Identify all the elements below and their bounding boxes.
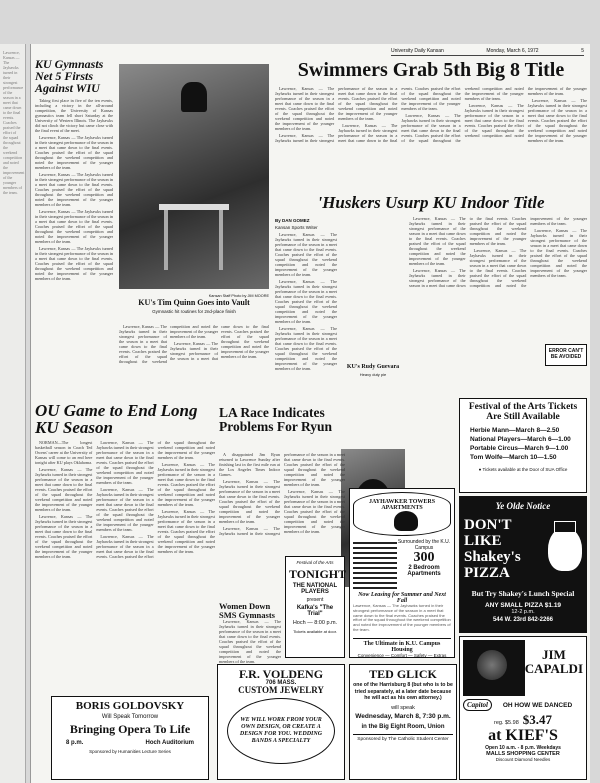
errors-ad-text: ERROR CAN'T BE AVOIDED [548,348,584,360]
voldeng-address: 706 MASS. [265,680,297,687]
jayhawker-bedrooms: 2 Bedroom Apartments [407,565,441,578]
jayhawker-footer: Convenience — Comfort — Safety — Extras [357,653,447,658]
swimmers-body: Lawrence, Kansas — The Jayhawks turned in their strongest performance of the season in a meet that came down to the final events. Coaches praised the effort of the squad throughout the weekend competition and noted the improvement of the younger members of the team. Lawrence, Kansas — The Jayhawks turned in their strongest performance of the season in a meet that came down to the final events. Coaches praised the effort of the squad throughout the weekend competition and noted the improvement of the younger members of the team. Lawrence, Kansas — The Jayhawks turned in their strongest performance of the season in a meet that came down to the final events. Coaches praised the effort of the squad throughout the weekend competition and noted the improvement of the younger members of the team. Lawrence, Kansas — The Jayhawks turned in their strongest performance of the season in a meet that came down to the final events. Coaches praised the effort of the squad throughout the weekend competition and noted the improvement of the younger members of the team. Lawrence, Kansas — The Jayhawks turned in their strongest performance of the season in a meet that came down to the final events. Coaches praised the effort of the squad throughout the weekend competition and noted the improvement of the younger members of the team. Lawrence, Kansas — The Jayhawks turned in their strongest performance of the season in a meet that came down to the final events. Coaches praised the effort of the squad throughout the weekend competition and noted the improvement of the younger members of the team. [275,86,587,143]
voldeng-ad [217,664,345,780]
previous-page-edge [0,44,26,783]
national-players-ad [285,556,345,658]
shakeys-try: But Try Shakey's Lunch Special [471,589,575,598]
festival-caption: Festival of the Arts [296,560,334,565]
page-number: 5 [581,48,584,54]
goldovsky-sub: Will Speak Tomorrow [101,714,159,721]
goldovsky-main: Bringing Opera To Life [69,722,191,737]
voldeng-sub: CUSTOM JEWELRY [238,685,324,696]
glick-date: Wednesday, March 8, 7:30 p.m. [355,712,451,720]
kafka-title: Kafka's "The Trial" [296,605,334,618]
women-article: Women Down SMS Gymnasts Lawrence, Kansas — The Jayhawks turned in their strongest performance of the season in a meet that came down to the final events. Coaches praised the effort of the squad throughout the weekend competition and noted the improvement of the younger members of the team. [219,601,281,665]
newspaper-page [30,44,590,783]
previous-page-text: Lawrence, Kansas — The Jayhawks turned in their strongest performance of the season in a meet that came down to the final events. Coaches praised the effort of the squad throughout the weekend competition and noted the improvement of the younger members of the team. [3,50,25,195]
huskers-body: Lawrence, Kansas — The Jayhawks turned in their strongest performance of the season in a meet that came down to the final events. Coaches praised the effort of the squad throughout the weekend competition and noted the improvement of the younger members of the team. Lawrence, Kansas — The Jayhawks turned in their strongest performance of the season in a meet that came down to the final events. Coaches praised the effort of the squad throughout the weekend competition and noted the improvement of the younger members of the team. Lawrence, Kansas — The Jayhawks turned in their strongest performance of the season in a meet that came down to the final events. Coaches praised the effort of the squad throughout the weekend competition and noted the improvement of the younger members of the team. Lawrence, Kansas — The Jayhawks turned in their strongest performance of the season in a meet that came down to the final events. Coaches praised the effort of the squad throughout the weekend competition and noted the improvement of the younger members of the team. [409,216,587,288]
huskers-byline: By DAN GOMEZ [275,218,310,223]
goldovsky-sponsor: Sponsored by Humanities Lecture Series [89,749,171,755]
glick-speak: will speak [391,704,415,711]
huskers-column: By DAN GOMEZ Kansan Sports Writer Lawrence, Kansas — The Jayhawks turned in their strongest performance of the season in a meet that came down to the final events. Coaches praised the effort of the squad throughout the weekend competition and noted the improvement of the younger members of the team. Lawrence, Kansas — The Jayhawks turned in their strongest performance of the season in a meet that came down to the final events. Coaches praised the effort of the squad throughout the weekend competition and noted the improvement of the younger members of the team. Lawrence, Kansas — The Jayhawks turned in their strongest performance of the season in a meet that came down to the final events. Coaches praised the effort of the squad throughout the weekend competition and noted the improvement of the younger members of the team. [275,218,337,371]
festival-item: Herbie Mann—March 8—2.50 [470,427,560,435]
capaldi-album: OH HOW WE DANCED [502,701,573,709]
shakeys-address: 544 W. 23rd 842-2266 [492,617,554,623]
jayhawker-logo [353,492,451,536]
festival-list [464,426,582,462]
ou-game-article [35,402,215,437]
huskers-byline-title: Kansan Sports Writer [275,225,318,230]
festival-tickets-title: Festival of the Arts Tickets Are Still Available [468,402,578,422]
ted-glick-ad [349,664,457,780]
jayhawker-count: 300 [413,550,435,565]
photo-title: KU's Tim Quinn Goes into Vault [138,298,250,307]
gymnasts-article [35,58,113,398]
shakeys-notice: Ye Olde Notice [495,501,551,511]
jayhawker-towers-ad [349,488,455,658]
festival-tickets-ad [459,398,587,493]
tonight-label: TONIGHT [289,567,347,581]
kiefs-center: MALLS SHOPPING CENTER [486,750,560,757]
festival-item: Portable Circus—March 9—1.00 [470,445,569,453]
gymnasts-body: Taking first place in five of the ten events, including a victory in the all-around competition, the University of Kansas gymnastics team fell short Saturday at the University of Western Illinois. The Jayhawks did not clinch the victory but came close with the final event of the meet. Lawrence, Kansas — The Jayhawks turned in their strongest performance of the season in a meet that came down to the final events. Coaches praised the effort of the squad throughout the weekend competition and noted the improvement of the younger members of the team. Lawrence, Kansas — The Jayhawks turned in their strongest performance of the season in a meet that came down to the final events. Coaches praised the effort of the squad throughout the weekend competition and noted the improvement of the younger members of the team. Lawrence, Kansas — The Jayhawks turned in their strongest performance of the season in a meet that came down to the final events. Coaches praised the effort of the squad throughout the weekend competition and noted the improvement of the younger members of the team. Lawrence, Kansas — The Jayhawks turned in their strongest performance of the season in a meet that came down to the final events. Coaches praised the effort of the squad throughout the weekend competition and noted the improvement of the younger members of the team. [35,97,113,281]
jayhawker-lease: Now Leasing for Summer and Next Fall [358,592,446,604]
paper-name: University Daily Kansan [391,48,444,54]
voldeng-body: WE WILL WORK FROM YOUR OWN DESIGN, OR CREATE A DESIGN FOR YOU. WEDDING BANDS A SPECIALTY [239,717,323,745]
shakeys-time: 12-2 p.m. [511,609,535,615]
tickets-note: Tickets available at door. [293,629,337,635]
ou-game-body: NORMAN—The longest basketball season in Coach Ted Owens' career at the University of Kansas will come to an end here tonight after KU plays Oklahoma. Lawrence, Kansas — The Jayhawks turned in their strongest performance of the season in a meet that came down to the final events. Coaches praised the effort of the squad throughout the weekend competition and noted the improvement of the younger members of the team. Lawrence, Kansas — The Jayhawks turned in their strongest performance of the season in a meet that came down to the final events. Coaches praised the effort of the squad throughout the weekend competition and noted the improvement of the younger members of the team. Lawrence, Kansas — The Jayhawks turned in their strongest performance of the season in a meet that came down to the final events. Coaches praised the effort of the squad throughout the weekend competition and noted the improvement of the younger members of the team. Lawrence, Kansas — The Jayhawks turned in their strongest performance of the season in a meet that came down to the final events. Coaches praised the effort of the squad throughout the weekend competition and noted the improvement of the younger members of the team. Lawrence, Kansas — The Jayhawks turned in their strongest performance of the season in a meet that came down to the final events. Coaches praised the effort of the squad throughout the weekend competition and noted the improvement of the younger members of the team. Lawrence, Kansas — The Jayhawks turned in their strongest performance of the season in a meet that came down to the final events. Coaches praised the effort of the squad throughout the weekend competition and noted the improvement of the younger members of the team. Lawrence, Kansas — The Jayhawks turned in their strongest performance of the season in a meet that came down to the final events. Coaches praised the effort of the squad throughout the weekend competition and noted the improvement of the younger members of the team. [35,440,215,559]
huskers-article [275,194,587,211]
towers-building-icon [353,539,397,589]
ou-game-headline: OU Game to End Long KU Season [35,401,198,438]
guevara-caption-sub: Heavy duty pie [359,372,387,377]
festival-item: National Players—March 6—1.00 [470,436,571,444]
running-header [391,48,584,56]
bullet-icon: ● [478,467,482,473]
photo-subtitle: Gymnastic hit routines for 2nd-place finish [152,309,236,314]
gymnasts-headline: KU Gymnasts Net 5 Firsts Against WIU [35,57,104,96]
kiefs-footer: Discount Diamond Needles [495,756,551,762]
shakeys-headline: DON'T LIKE Shakey's PIZZA [464,517,521,581]
glick-body: one of the Harrisburg 8 (but who is to be tried separately, at a later date because he will act as his own attorney.) [353,682,453,702]
jayhawker-title: JAYHAWKER TOWERS APARTMENTS [368,499,436,511]
guevara-caption [341,364,405,377]
voldeng-name: F.R. VOLDENG [238,667,324,681]
kiefs-hours: Open 10 a.m. - 8 p.m. Weekdays [485,744,561,751]
jayhawk-bird-icon [394,511,418,531]
goldovsky-time: 8 p.m. [66,740,84,747]
guevara-caption-title: KU's Rudy Guevara [346,364,400,370]
women-headline: Women Down SMS Gymnasts [219,601,275,620]
shakeys-mascot-icon [548,527,582,571]
kiefs-name: at KIEF'S [488,727,558,745]
goldovsky-name: BORIS GOLDOVSKY [75,700,185,712]
gymnast-vault-photo [119,64,269,289]
la-race-headline: LA Race Indicates Problems For Ryun [219,405,333,434]
shakeys-deal: ANY SMALL PIZZA $1.19 [484,602,562,609]
capitol-logo: Capitol [463,699,492,711]
hoch-time: Hoch — 8:00 p.m. [292,620,338,627]
festival-item: Tom Wolfe—March 10—1.50 [470,454,557,462]
la-race-article [219,406,345,434]
la-race-body: A disappointed Jim Ryun returned to Lawrence Sunday after finishing last in the first mile run at the Los Angeles Times Indoor Games. Lawrence, Kansas — The Jayhawks turned in their strongest performance of the season in a meet that came down to the final events. Coaches praised the effort of the squad throughout the weekend competition and noted the improvement of the younger members of the team. Lawrence, Kansas — The Jayhawks turned in their strongest performance of the season in a meet that came down to the final events. Coaches praised the effort of the squad throughout the weekend competition and noted the improvement of the younger members of the team. Lawrence, Kansas — The Jayhawks turned in their strongest performance of the season in a meet that came down to the final events. Coaches praised the effort of the squad throughout the weekend competition and noted the improvement of the younger members of the team. [219,452,345,536]
jayhawker-surrounded: Surrounded by the K.U. Campus [397,539,451,551]
issue-date: Monday, March 6, 1972 [486,48,539,54]
photo-credit: Kansan Staff Photo by JIM MOORE [208,294,269,298]
swimmers-article [275,60,587,80]
goldovsky-place: Hoch Auditorium [145,740,194,747]
national-players: THE NATIONAL PLAYERS [292,583,338,596]
capaldi-name: JIM CAPALDI [524,647,584,676]
photo-caption [119,292,269,322]
gymnasts-results: Lawrence, Kansas — The Jayhawks turned in their strongest performance of the season in a meet that came down to the final events. Coaches praised the effort of the squad throughout the weekend competition and noted the improvement of the younger members of the team. Lawrence, Kansas — The Jayhawks turned in their strongest performance of the season in a meet that came down to the final events. Coaches praised the effort of the squad throughout the weekend competition and noted the improvement of the younger members of the team. [119,324,269,364]
capaldi-regular-price: reg. $5.98 [493,720,519,726]
present-label: present [306,597,324,604]
album-cover [463,640,525,696]
glick-place: in the Big Eight Room, Union [361,723,445,730]
errors-ad [545,344,587,366]
swimmers-headline: Swimmers Grab 5th Big 8 Title [297,59,565,81]
capaldi-sale-price: $3.47 [522,712,553,727]
goldovsky-ad [51,696,209,780]
glick-name: TED GLICK [369,667,437,681]
huskers-headline: 'Huskers Usurp KU Indoor Title [317,193,545,212]
festival-note: ● Tickets available at the Door of SUA Office [478,467,568,473]
voldeng-ring [227,698,335,764]
glick-sponsor: Sponsored by The Catholic Student Center [353,734,453,742]
jayhawker-features: Lawrence, Kansas — The Jayhawks turned in their strongest performance of the season in a meet that came down to the final events. Coaches praised the effort of the squad throughout the weekend competition and noted the improvement of the younger members of the team. [353,603,451,632]
shakeys-ad [459,496,587,633]
kiefs-ad [459,636,587,780]
jayhawker-ultimate: The Ultimate in K.U. Campus Housing [353,638,451,653]
